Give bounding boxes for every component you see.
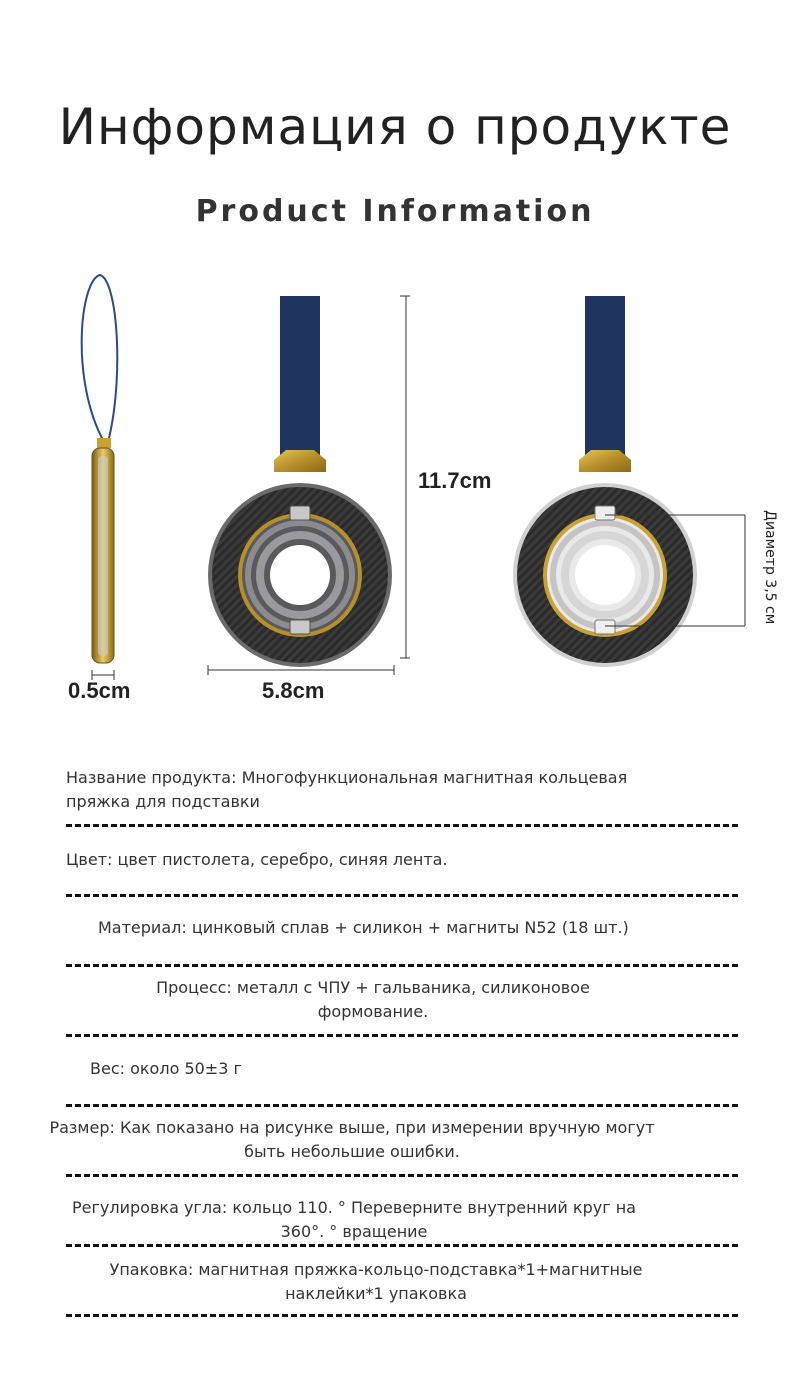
divider <box>66 1244 738 1247</box>
spec-angle: Регулировка угла: кольцо 110. ° Переверните внутренний круг на 360°. ° вращение <box>72 1198 636 1241</box>
divider <box>66 1174 738 1177</box>
diameter-label: Диаметр 3,5 см <box>762 510 778 625</box>
cord-clip <box>97 438 111 448</box>
divider <box>66 1104 738 1107</box>
divider <box>66 964 738 967</box>
spec-package: Упаковка: магнитная пряжка-кольцо-подставка*1+магнитные наклейки*1 упаковка <box>109 1260 643 1303</box>
page-title-en: Product Information <box>195 194 595 229</box>
divider <box>66 1314 738 1317</box>
spec-product-name: Название продукта: Многофункциональная магнитная кольцевая пряжка для подставки <box>66 768 628 811</box>
thickness-label: 0.5cm <box>68 678 131 703</box>
spec-process: Процесс: металл с ЧПУ + гальваника, силиконовое формование. <box>156 978 590 1021</box>
lanyard-cord <box>82 275 118 442</box>
spec-material: Материал: цинковый сплав + силикон + магниты N52 (18 шт.) <box>98 918 629 937</box>
spec-color: Цвет: цвет пистолета, серебро, синяя лента. <box>66 850 448 869</box>
height-label: 11.7cm <box>418 468 492 493</box>
width-label: 5.8cm <box>262 678 325 703</box>
front-view-silver <box>513 296 745 667</box>
spec-weight: Вес: около 50±3 г <box>90 1059 242 1078</box>
front-view-gunmetal <box>208 296 410 675</box>
divider <box>66 1034 738 1037</box>
divider <box>66 894 738 897</box>
side-view <box>82 275 118 680</box>
product-figure <box>0 260 790 720</box>
divider <box>66 824 738 827</box>
product-illustration <box>0 260 790 720</box>
spec-size: Размер: Как показано на рисунке выше, при измерении вручную могут быть небольшие ошибки. <box>49 1118 655 1161</box>
page-title-ru: Информация о продукте <box>58 98 732 156</box>
